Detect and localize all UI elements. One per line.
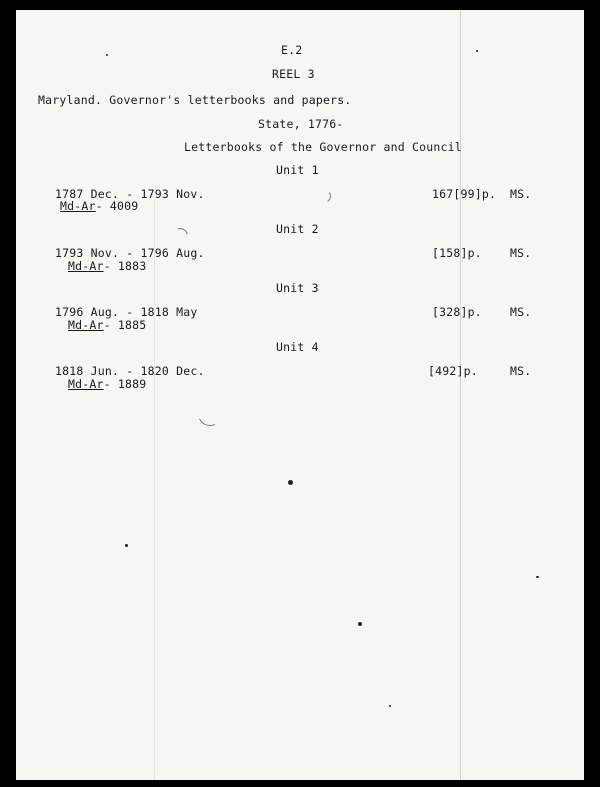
- repository-number: - 4009: [95, 199, 139, 213]
- hair-artifact: [169, 225, 191, 247]
- repository-code: Md-Ar: [68, 377, 104, 391]
- unit-format: MS.: [510, 246, 532, 260]
- unit-pages: [492]p.: [428, 364, 478, 378]
- unit-repository: [68, 259, 146, 273]
- unit-pages: 167[99]p.: [432, 187, 497, 201]
- unit-dates: 1818 Jun. - 1820 Dec.: [55, 364, 205, 378]
- unit-repository: [68, 318, 146, 332]
- series-title: State, 1776-: [258, 117, 344, 131]
- collection-title: Maryland. Governor's letterbooks and papers.: [38, 93, 352, 107]
- scan-line: [154, 200, 155, 780]
- unit-heading: Unit 4: [276, 340, 319, 354]
- unit-heading: Unit 3: [276, 281, 319, 295]
- repository-code: Md-Ar: [68, 318, 104, 332]
- hair-artifact: [195, 399, 226, 430]
- ink-speck: [358, 622, 362, 626]
- ink-speck: [389, 705, 391, 707]
- unit-pages: [158]p.: [432, 246, 482, 260]
- ink-speck: [476, 50, 478, 52]
- reel-label: REEL 3: [272, 67, 315, 81]
- unit-repository: [60, 199, 138, 213]
- unit-dates: 1793 Nov. - 1796 Aug.: [55, 246, 205, 260]
- unit-heading: Unit 1: [276, 163, 319, 177]
- unit-repository: [68, 377, 146, 391]
- unit-format: MS.: [510, 187, 532, 201]
- unit-dates: 1796 Aug. - 1818 May: [55, 305, 198, 319]
- document-page: [16, 10, 584, 780]
- subseries-title: Letterbooks of the Governor and Council: [184, 140, 462, 154]
- ink-speck: [288, 480, 293, 485]
- hair-artifact: [314, 188, 332, 205]
- repository-code: Md-Ar: [60, 199, 96, 213]
- unit-pages: [328]p.: [432, 305, 482, 319]
- ink-speck: [536, 576, 539, 578]
- repository-number: - 1885: [103, 318, 147, 332]
- repository-number: - 1889: [103, 377, 147, 391]
- repository-code: Md-Ar: [68, 259, 104, 273]
- document-code: E.2: [281, 43, 303, 57]
- unit-dates: 1787 Dec. - 1793 Nov.: [55, 187, 205, 201]
- repository-number: - 1883: [103, 259, 147, 273]
- unit-format: MS.: [510, 305, 532, 319]
- scan-line: [460, 10, 461, 780]
- unit-heading: Unit 2: [276, 222, 319, 236]
- unit-format: MS.: [510, 364, 532, 378]
- ink-speck: [106, 54, 108, 56]
- ink-speck: [125, 544, 128, 547]
